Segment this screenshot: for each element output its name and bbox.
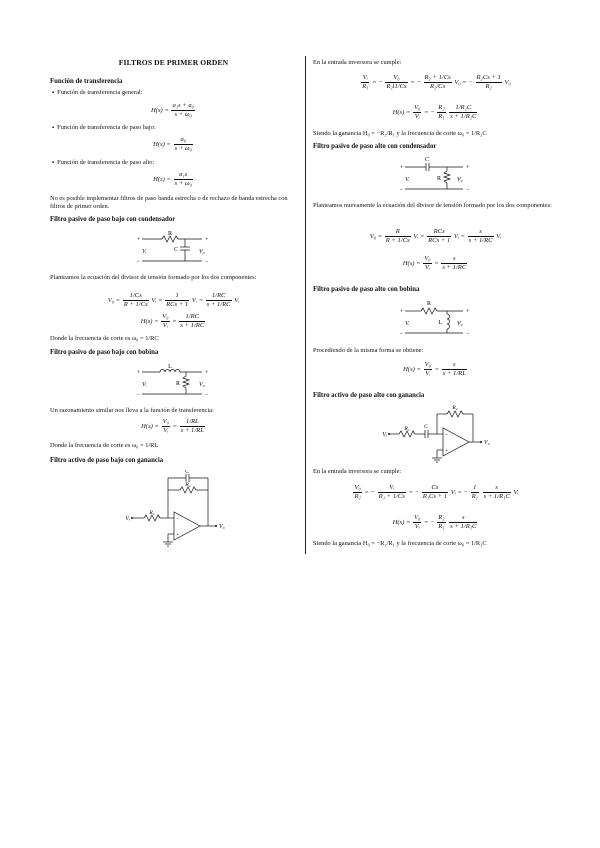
heading-lp-c: Filtro pasivo de paso bajo con condensador (50, 216, 176, 223)
hp-c-label-c: C (424, 157, 430, 163)
lp-l-plus-out: + (205, 370, 209, 376)
hp-l-label-vo: V₀ (457, 321, 463, 327)
para-bandpass: No es posible implementar filtros de paso banda estrecha o de rechazo de banda estrecha con filtros de primer orden. (50, 195, 288, 211)
lp-c-plus-out: + (205, 237, 209, 243)
heading-transfer: Función de transferencia (50, 78, 123, 85)
hp-l-plus-in: + (399, 309, 403, 315)
lp-l-label-r: R (175, 381, 180, 387)
lp-a-opamp-plus: + (176, 532, 180, 538)
circuit-hp-active (313, 404, 558, 466)
circuit-lp-inductor (50, 362, 297, 402)
para-inv1: En la entrada inversora se cumple: (313, 59, 402, 66)
lp-c-minus-out: − (205, 259, 209, 265)
eq-hp-l: H(s) = $\frac{\text{V₀}}{\text{Vᵢ}}$ = $\frac{s}{s + 1/RL}$ (403, 361, 466, 377)
eq-lp-c1: V₀ = $\frac{1/Cs}{R + 1/Cs}$ Vᵢ = 1 RCs + 1 Vᵢ = $\frac{1/RC}{s + 1/RC}$ Vᵢ (107, 292, 240, 308)
eq-hp-c2: H(s) = $\frac{\text{V₀}}{\text{Vᵢ}}$ = $\frac{s}{s + 1/RC}$ (402, 255, 467, 271)
lp-c-plus-in: + (136, 237, 140, 243)
heading-lp-active: Filtro activo de paso bajo con ganancia (50, 457, 164, 464)
circuit-lp-capacitor (50, 229, 297, 269)
lp-a-label-r1: R₁ (149, 510, 155, 516)
lp-l-label-vi: Vᵢ (142, 382, 147, 388)
hp-c-plus-in: + (399, 165, 403, 171)
bullet-high: ▪ Función de transferencia de paso alto: (50, 159, 297, 167)
lp-c-minus-in: − (136, 259, 140, 265)
bullet-general: ▪ Función de transferencia general: (50, 89, 297, 97)
hp-l-label-r: R (426, 301, 432, 307)
lp-c-label-r: R (167, 231, 173, 237)
hp-a-label-vi: Vᵢ (382, 432, 387, 438)
circuit-lp-active (50, 470, 297, 550)
para-lp-c: Planteamos la ecuación del divisor de tensión formado por los dos componentes: (50, 274, 257, 281)
circuit-hp-inductor (313, 299, 558, 341)
hp-l-minus-out: − (466, 331, 470, 337)
lp-a-label-vo: V₀ (219, 524, 225, 530)
para-hp-c: Planteamos nuevamente la ecuación del divisor de tensión formado por los dos componentes: (313, 202, 552, 209)
heading-hp-active: Filtro activo de paso alto con ganancia (313, 392, 425, 399)
eq-inv2b: H(s) = $\frac{\text{V₀}}{\text{Vᵢ}}$ = − $\frac{\text{R₂}}{\text{R₁}}$ $\frac{s}{\text{s + 1/R₁C}}$ (392, 514, 477, 530)
para-gain2: Siendo la ganancia H₀ = −R₂/R₁ y la frecuencia de corte ω₀ = 1/R₁C (313, 540, 487, 547)
lp-c-label-vi: Vᵢ (142, 249, 147, 255)
hp-l-minus-in: − (399, 331, 403, 337)
hp-l-label-l: L (438, 320, 442, 326)
heading-hp-c: Filtro pasivo de paso alto con condensador (313, 143, 437, 150)
para-cut-rl: Donde la frecuencia de corte es ω₀ = 1/RL (50, 442, 159, 449)
bullet-low: ▪ Función de transferencia de paso bajo: (50, 124, 297, 132)
hp-l-plus-out: + (466, 309, 470, 315)
hp-c-minus-in: − (399, 187, 403, 193)
heading-lp-l: Filtro pasivo de paso bajo con bobina (50, 349, 159, 356)
hp-c-label-r: R (436, 176, 441, 182)
para-inv2: En la entrada inversora se cumple: (313, 468, 402, 475)
eq-lp-l: H(s) = $\frac{\text{V₀}}{\text{Vᵢ}}$ = $\frac{1/RL}{s + 1/RL}$ (141, 418, 204, 434)
hp-a-label-r2: R₂ (452, 405, 458, 411)
eq-inv1: $\frac{\text{Vᵢ}}{\text{R₁}}$ = − $\frac{\text{V₀}}{\text{R₂‖1/Cs}}$ = − $\frac{\text{R₂ + 1/Cs}}{\text{R₂/Cs}}$ V₀ = − $\frac{\text{R₂Cs + 1}}{\text{R₂}}$ V₀ (362, 74, 511, 90)
eq-inv1b: H(s) = $\frac{\text{V₀}}{\text{Vᵢ}}$ = − $\frac{\text{R₂}}{\text{R₁}}$ $\frac{\text{1/R₂C}}{\text{s + 1/R₂C}}$ (392, 104, 477, 120)
hp-c-label-vi: Vᵢ (405, 177, 410, 183)
column-divider (305, 56, 306, 554)
lp-l-minus-out: − (205, 392, 209, 398)
para-cut-rc: Donde la frecuencia de corte es ω₀ = 1/RC (50, 335, 159, 342)
lp-c-label-vo: V₀ (199, 249, 205, 255)
hp-c-label-vo: V₀ (457, 177, 463, 183)
eq-general: H(s) = $\frac{\text{a₁s + a₀}}{\text{s + ω₀}}$ (151, 102, 194, 118)
eq-inv2: $\frac{\text{V₀}}{\text{R₂}}$ = − $\frac{\text{Vᵢ}}{\text{R₁ + 1/Cs}}$ = − $\frac{Cs}{\text{R₁Cs + 1}}$ Vᵢ = − $\frac{1}{\text{R₁}}$ $\frac{s}{\text{s + 1/R₁C}}$ Vᵢ (354, 484, 519, 500)
lp-a-opamp-minus: − (176, 516, 180, 522)
lp-l-minus-in: − (136, 392, 140, 398)
hp-a-label-c: C (424, 424, 428, 430)
hp-c-minus-out: − (466, 187, 470, 193)
eq-high: H(s) = $\frac{\text{a₁s}}{\text{s + ω₀}}$ (153, 171, 192, 187)
hp-a-label-vo: V₀ (484, 440, 490, 446)
para-gain1: Siendo la ganancia H₀ = −R₂/R₁ y la frecuencia de corte ω₀ = 1/R₂C (313, 130, 487, 137)
circuit-hp-capacitor (313, 155, 558, 197)
hp-a-opamp-minus: − (445, 432, 449, 438)
hp-a-label-r1: R₁ (404, 426, 410, 432)
lp-l-plus-in: + (136, 370, 140, 376)
lp-a-label-c: C (185, 470, 189, 475)
lp-c-label-c: C (173, 247, 178, 253)
para-hp-l: Procediendo de la misma forma se obtiene: (313, 347, 424, 354)
lp-a-label-vi: Vᵢ (125, 516, 130, 522)
page-title: FILTROS DE PRIMER ORDEN (118, 58, 229, 67)
eq-lp-c2: H(s) = $\frac{\text{V₀}}{\text{Vᵢ}}$ = $\frac{1/RC}{s + 1/RC}$ (140, 313, 205, 329)
hp-a-opamp-plus: + (445, 448, 449, 454)
lp-l-label-l: L (168, 364, 172, 370)
lp-l-label-vo: V₀ (199, 382, 205, 388)
heading-hp-l: Filtro pasivo de paso alto con bobina (313, 286, 420, 293)
eq-hp-c1: V₀ = $\frac{R}{R + 1/Cs}$ Vᵢ = RCs RCs + 1 Vᵢ = $\frac{s}{s + 1/RC}$ Vᵢ (369, 228, 502, 244)
eq-low: H(s) = $\frac{\text{a₀}}{\text{s + ω₀}}$ (153, 136, 192, 152)
lp-a-label-r2: R₂ (185, 482, 191, 488)
para-lp-l: Un razonamiento similar nos lleva a la función de transferencia: (50, 407, 214, 414)
hp-c-plus-out: + (466, 165, 470, 171)
hp-l-label-vi: Vᵢ (405, 321, 410, 327)
